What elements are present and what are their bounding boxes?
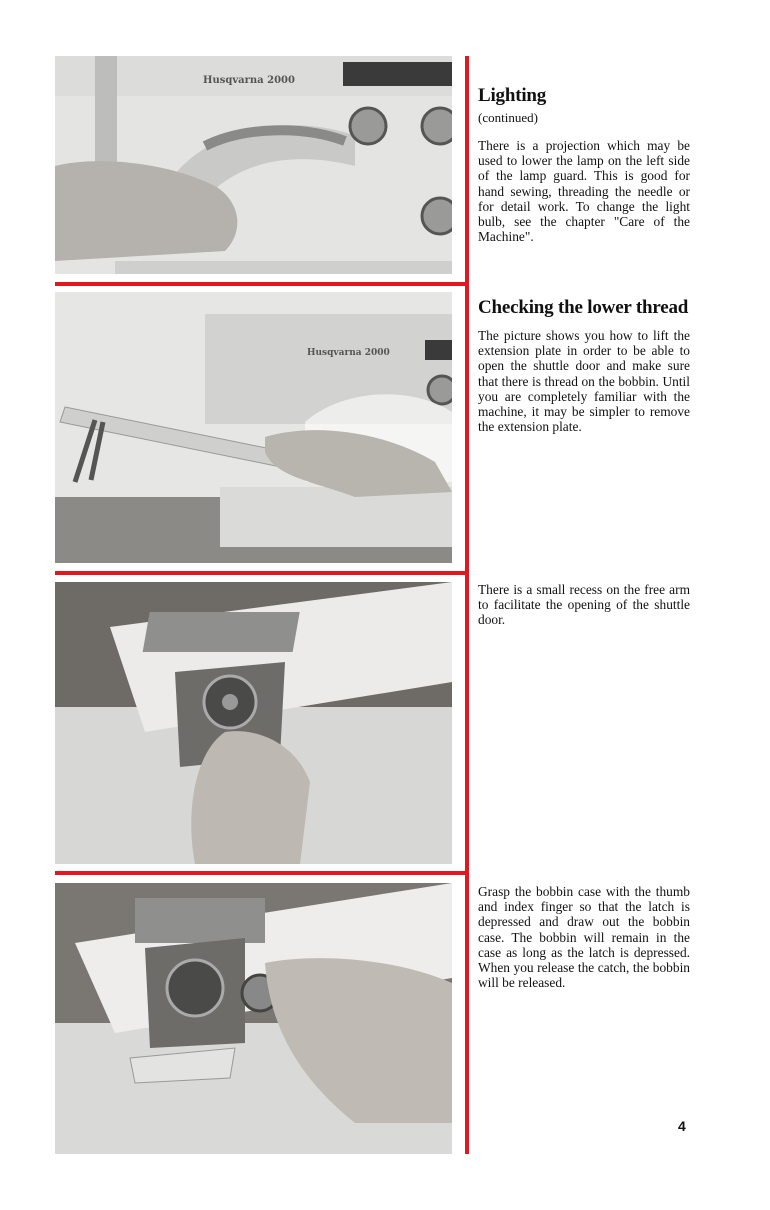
section-recess	[478, 582, 690, 628]
photo-lamp-lowering	[55, 56, 452, 274]
lighting-body: There is a projection which may be used to lower the lamp on the left side of the lamp guard. This is good for hand sewing, threading the needle or for detail work. To change the light bulb, see the chapter "Care of the Machine".	[478, 138, 690, 245]
brand-logo-2: Husqvarna 2000	[307, 348, 390, 358]
section-lighting	[478, 86, 690, 244]
bobbin-body: Grasp the bobbin case with the thumb and index finger so that the latch is depressed and draw out the bobbin case. The bobbin will remain in the case as long as the latch is depressed. When you release the catch, the bobbin will be released.	[478, 884, 690, 991]
brand-logo: Husqvarna 2000	[203, 75, 295, 86]
page-number: 4	[678, 1118, 686, 1134]
photo-extension-plate	[55, 292, 452, 563]
horizontal-divider-2	[55, 571, 467, 575]
lower-thread-body: The picture shows you how to lift the extension plate in order to be able to open the shuttle door and make sure that there is thread on the bobbin. Until you are completely familiar with the machine, it may be simpler to remove the extension plate.	[478, 328, 690, 435]
lower-thread-title: Checking the lower thread	[478, 297, 689, 318]
horizontal-divider-1	[55, 282, 467, 286]
vertical-divider	[465, 56, 469, 1154]
photo-shuttle-door	[55, 582, 452, 864]
section-bobbin	[478, 884, 690, 990]
recess-body: There is a small recess on the free arm to facilitate the opening of the shuttle door.	[478, 582, 690, 628]
photo-bobbin-case	[55, 883, 452, 1154]
horizontal-divider-3	[55, 871, 467, 875]
section-lower-thread	[478, 298, 690, 434]
lighting-title: Lighting	[478, 85, 547, 106]
lighting-subtitle: (continued)	[478, 110, 538, 125]
